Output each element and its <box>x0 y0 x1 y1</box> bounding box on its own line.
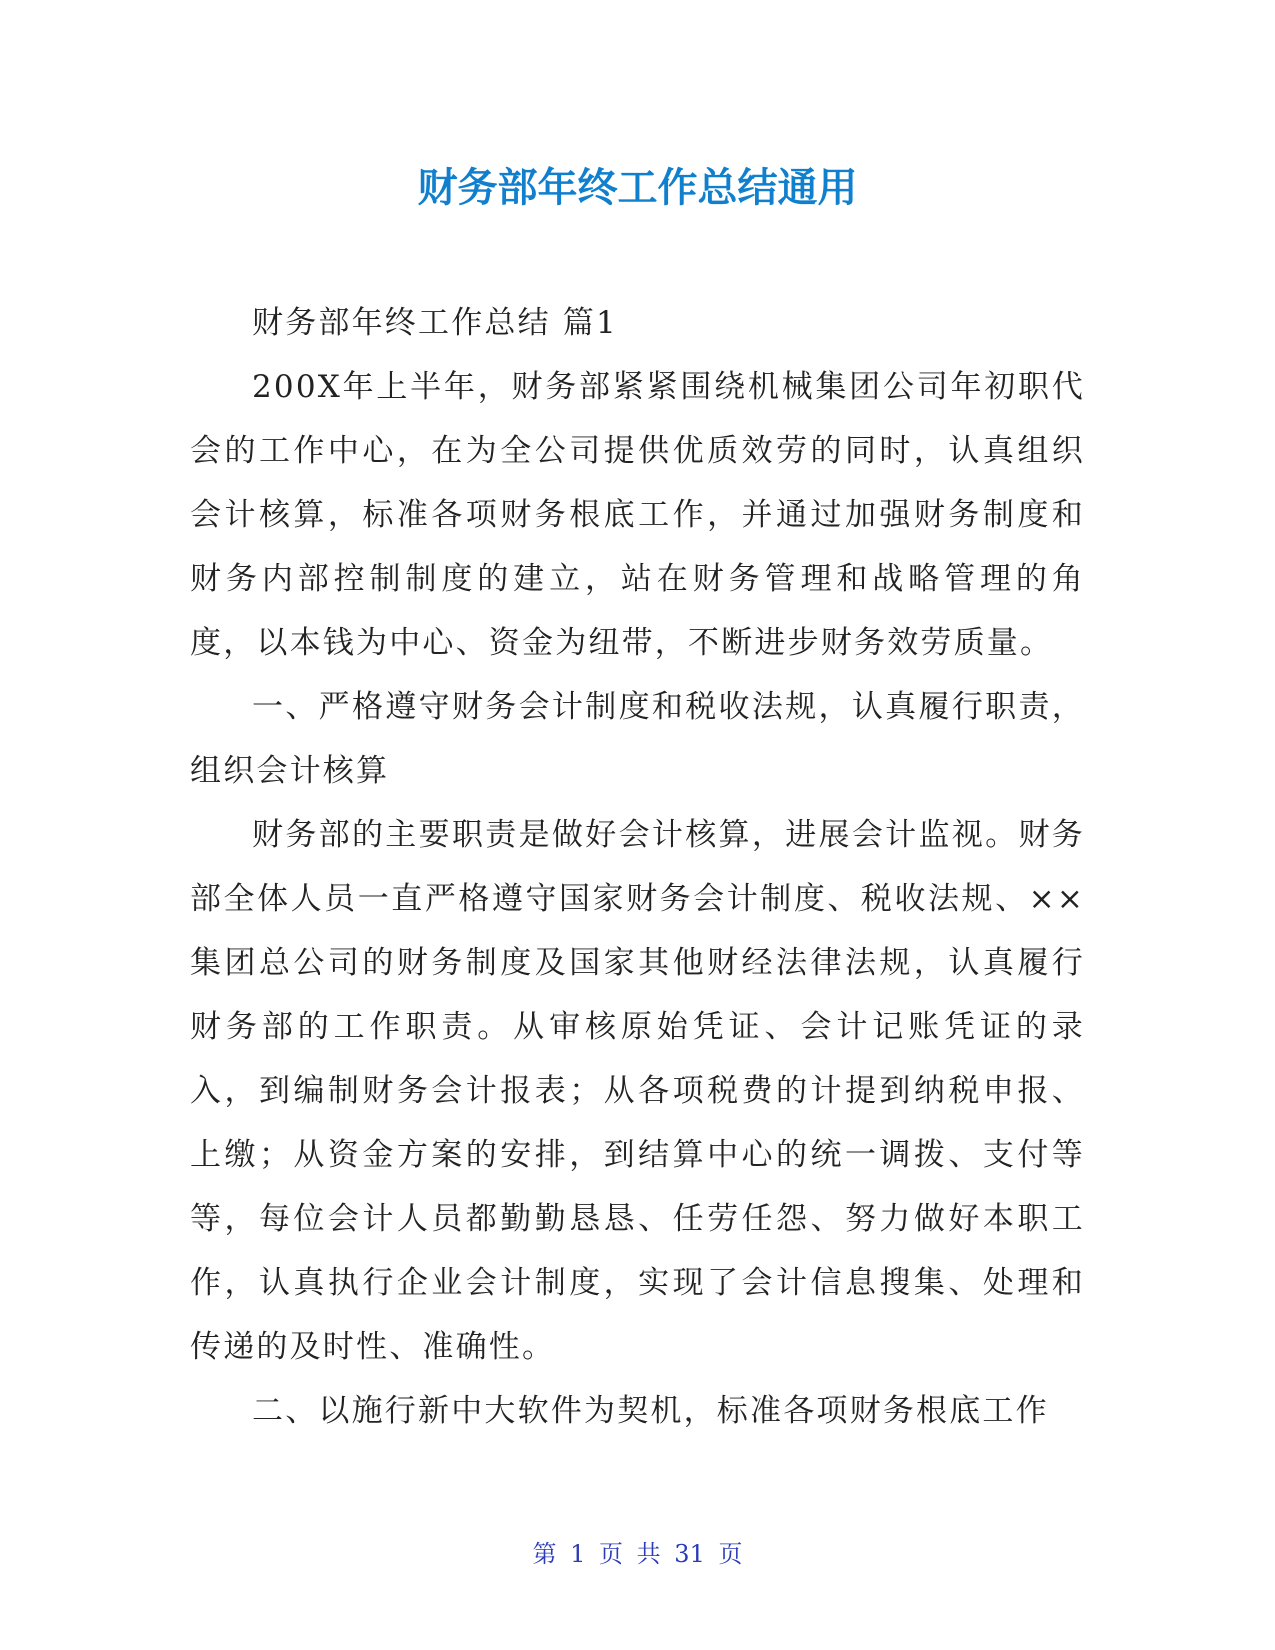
section-heading: 财务部年终工作总结 篇1 <box>252 305 618 341</box>
subheading: 一、严格遵守财务会计制度和税收法规，认真履行职责，组织会计核算 <box>190 689 1085 789</box>
document-body <box>190 291 1085 1443</box>
paragraph: 200X年上半年，财务部紧紧围绕机械集团公司年初职代会的工作中心，在为全公司提供优质效劳的同时，认真组织会计核算，标准各项财务根底工作，并通过加强财务制度和财务内部控制制度的建立，站在财务管理和战略管理的角度，以本钱为中心、资金为纽带，不断进步财务效劳质量。 <box>190 369 1085 661</box>
page-number-footer: 第 1 页 共 31 页 <box>532 1540 743 1568</box>
subheading: 二、以施行新中大软件为契机，标准各项财务根底工作 <box>252 1393 1049 1429</box>
paragraph: 财务部的主要职责是做好会计核算，进展会计监视。财务部全体人员一直严格遵守国家财务会计制度、税收法规、××集团总公司的财务制度及国家其他财经法律法规，认真履行财务部的工作职责。从审核原始凭证、会计记账凭证的录入，到编制财务会计报表；从各项税费的计提到纳税申报、上缴；从资金方案的安排，到结算中心的统一调拨、支付等等，每位会计人员都勤勤恳恳、任劳任怨、努力做好本职工作，认真执行企业会计制度，实现了会计信息搜集、处理和传递的及时性、准确性。 <box>190 817 1085 1365</box>
document-title: 财务部年终工作总结通用 <box>417 165 858 211</box>
